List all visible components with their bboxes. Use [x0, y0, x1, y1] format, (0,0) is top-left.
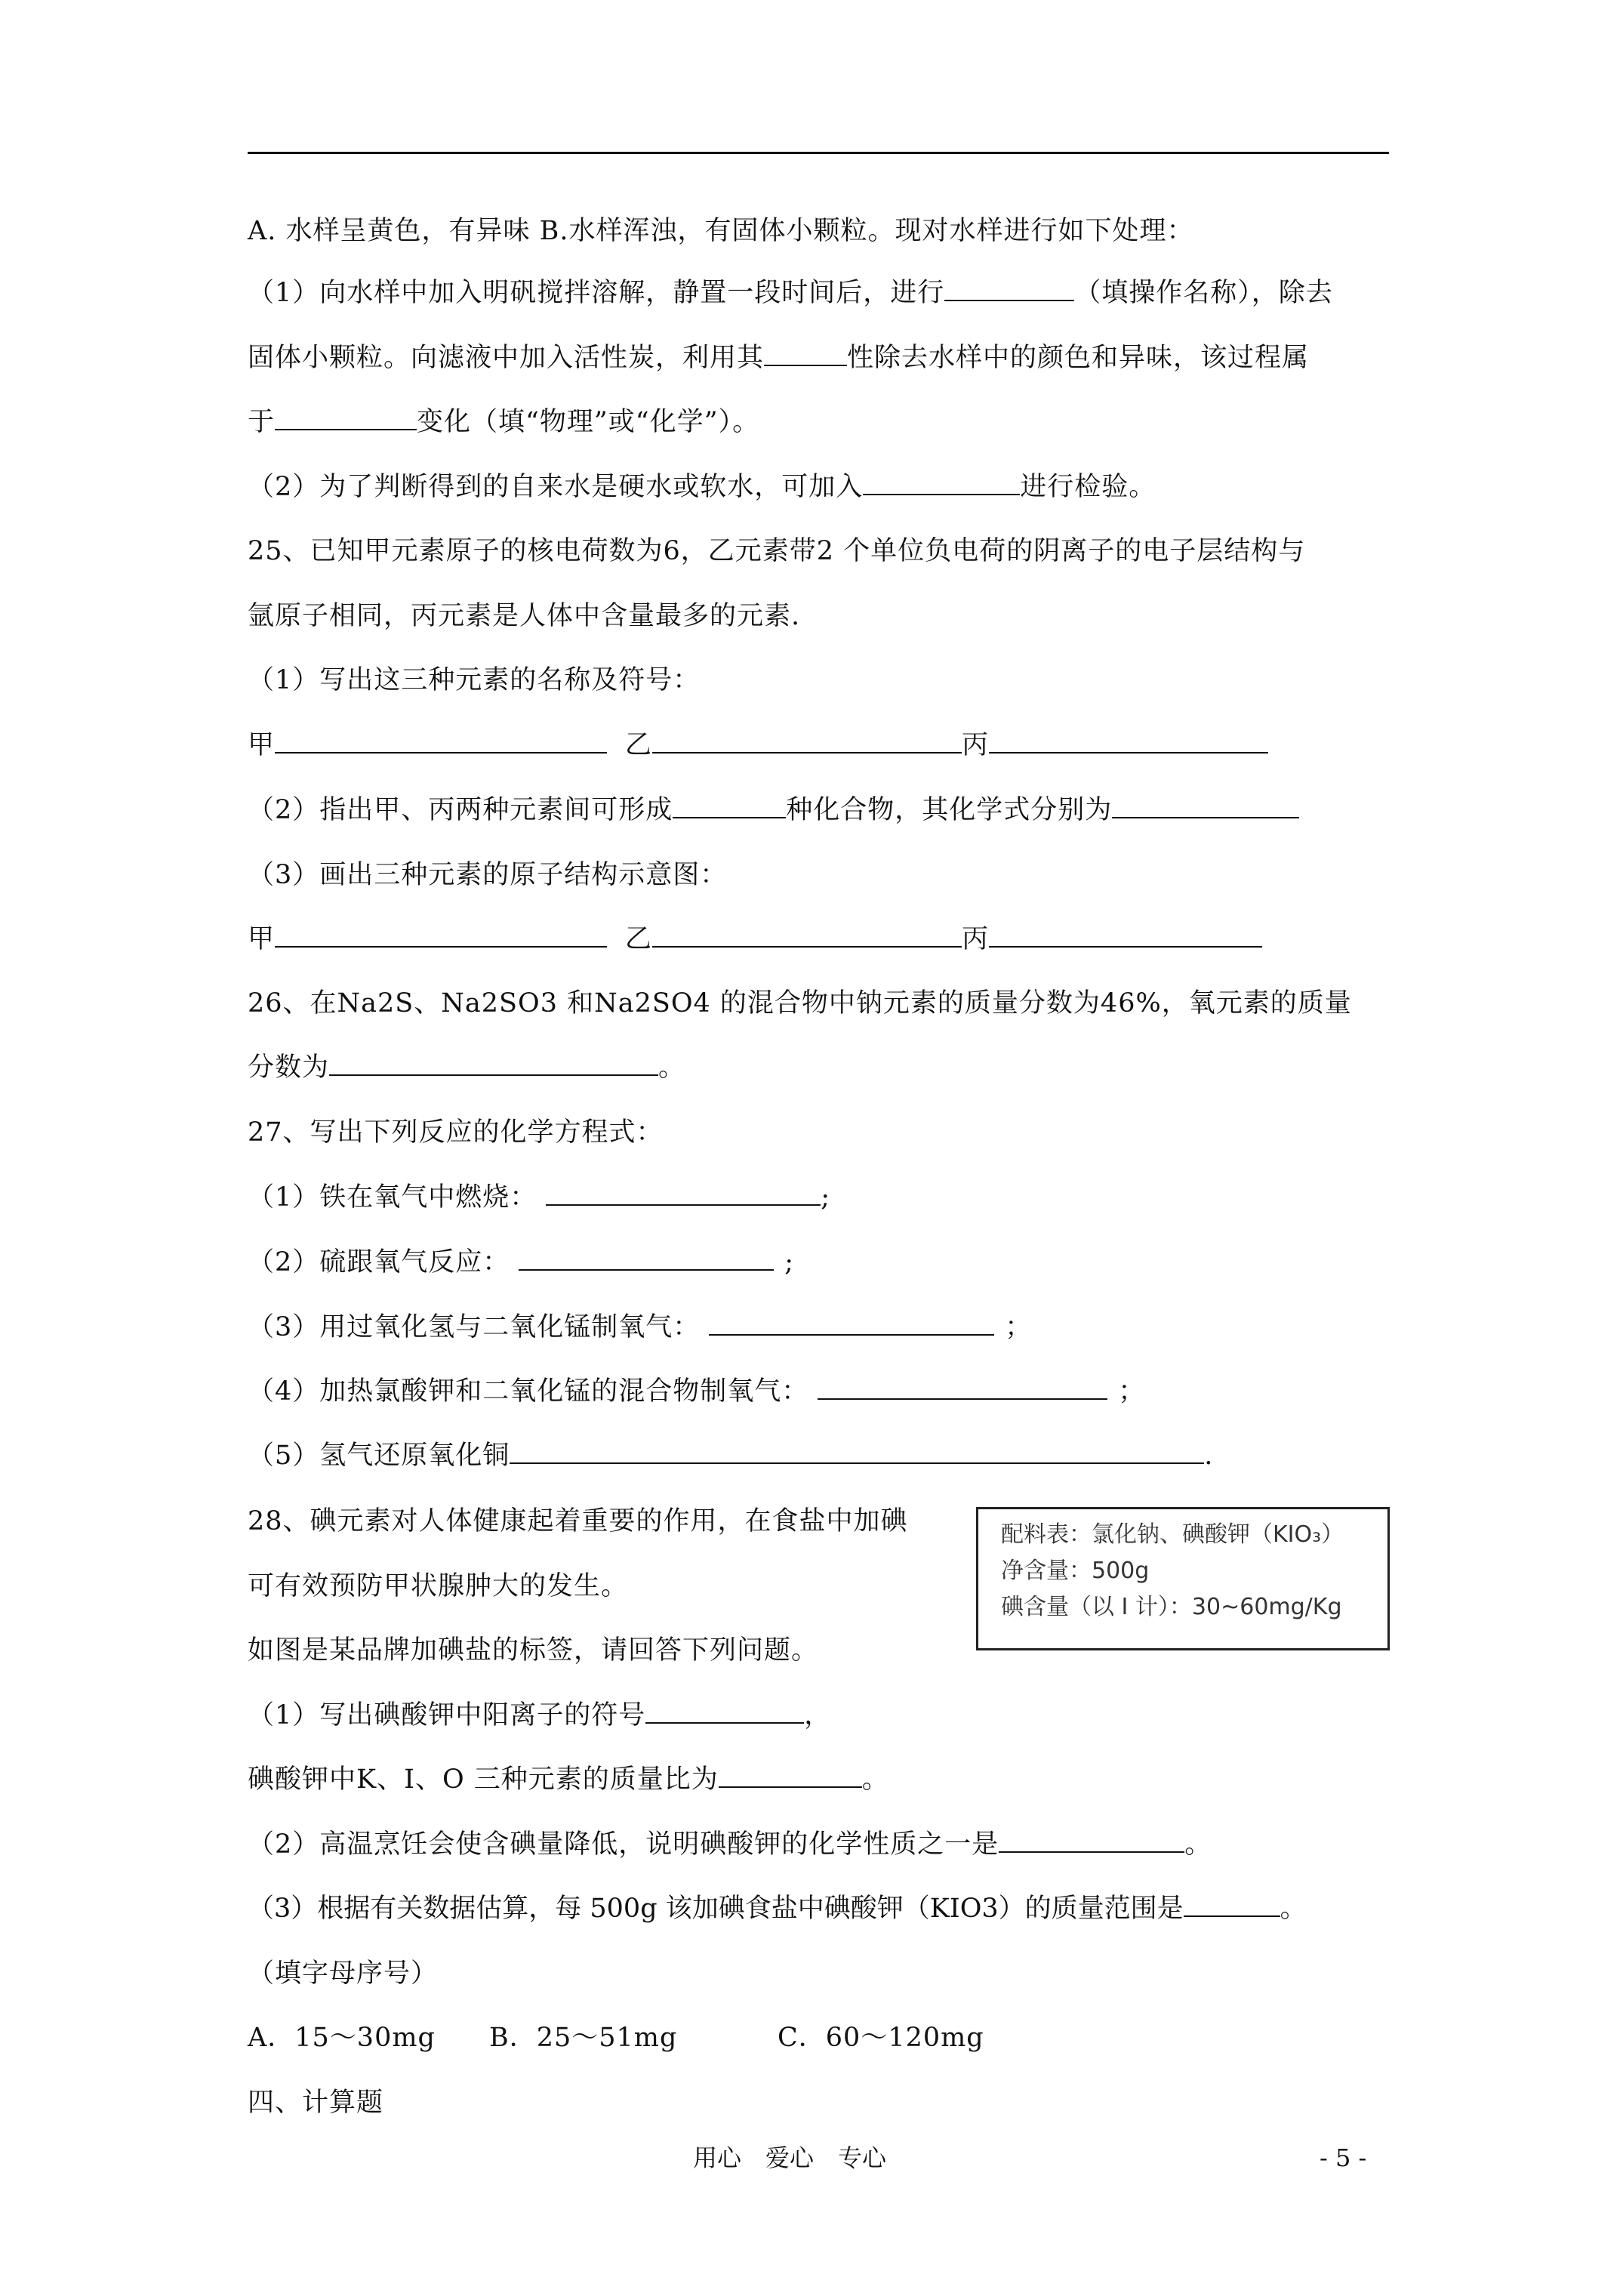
answer-blank[interactable] — [709, 1311, 994, 1336]
option-a: A．15～30mg — [248, 2023, 436, 2053]
text-line: 固体小颗粒。向滤液中加入活性炭，利用其 性除去水样中的颜色和异味，该过程属 — [248, 343, 1310, 373]
label-ingredients: 配料表：氯化钠、碘酸钾（KIO₃） — [1001, 1521, 1344, 1548]
text-line: 于 变化（填“物理”或“化学”）。 — [248, 407, 760, 437]
answer-blank[interactable] — [673, 794, 786, 818]
answer-blank[interactable] — [863, 471, 1020, 495]
answer-blank[interactable] — [818, 1376, 1107, 1400]
text-line: 甲 乙 丙 — [248, 729, 1268, 762]
salt-label-image — [976, 1507, 1390, 1650]
footer-motto: 用心 爱心 专心 — [693, 2143, 887, 2172]
text-line: 甲 乙 丙 — [248, 923, 1262, 956]
answer-blank[interactable] — [1112, 794, 1299, 818]
answer-blank[interactable] — [764, 342, 847, 366]
answer-blank[interactable] — [546, 1182, 821, 1206]
page-number: - 5 - — [1320, 2143, 1367, 2172]
text-line: （2）为了判断得到的自来水是硬水或软水，可加入 进行检验。 — [248, 472, 1156, 502]
option-b: B．25～51mg — [489, 2023, 678, 2053]
question-25: 25、已知甲元素原子的核电荷数为6，乙元素带2 个单位负电荷的阴离子的电子层结构与 — [248, 536, 1306, 566]
answer-blank[interactable] — [645, 1700, 804, 1724]
text-line: （1）铁在氧气中燃烧： ; — [248, 1182, 831, 1213]
text-line: （1）写出碘酸钾中阳离子的符号 ， — [248, 1700, 832, 1730]
answer-blank[interactable] — [275, 729, 607, 754]
text-line: （2）指出甲、丙两种元素间可形成 种化合物，其化学式分别为 — [248, 794, 1299, 827]
text-line: （3）用过氧化氢与二氧化锰制氧气： ； — [248, 1312, 1033, 1342]
text-line: （1）写出这三种元素的名称及符号： — [248, 665, 701, 695]
header-rule — [248, 152, 1389, 154]
answer-blank[interactable] — [652, 729, 962, 754]
answer-blank[interactable] — [989, 923, 1262, 948]
section-heading: 四、计算题 — [248, 2088, 384, 2118]
text-line: （2）高温烹饪会使含碘量降低，说明碘酸钾的化学性质之一是 。 — [248, 1829, 1212, 1860]
text-line: （填字母序号） — [248, 1959, 439, 1989]
answer-blank[interactable] — [989, 729, 1268, 754]
text-line: A. 水样呈黄色，有异味 B.水样浑浊，有固体小颗粒。现对水样进行如下处理： — [248, 216, 1194, 246]
answer-blank[interactable] — [719, 1764, 862, 1788]
text-line: （3）画出三种元素的原子结构示意图： — [248, 860, 728, 890]
label-net-weight: 净含量：500g — [1001, 1558, 1150, 1584]
answer-blank[interactable] — [329, 1052, 658, 1076]
answer-blank[interactable] — [652, 923, 962, 948]
question-26: 26、在Na2S、Na2SO3 和Na2SO4 的混合物中钠元素的质量分数为46%，氧元素的质量 — [248, 988, 1352, 1019]
text-line: （5）氢气还原氧化铜 . — [248, 1441, 1214, 1471]
question-28: 28、碘元素对人体健康起着重要的作用，在食盐中加碘 — [248, 1506, 908, 1536]
text-line: （4）加热氯酸钾和二氧化锰的混合物制氧气： ； — [248, 1376, 1146, 1407]
text-line: （1）向水样中加入明矾搅拌溶解，静置一段时间后，进行 （填操作名称），除去 — [248, 278, 1333, 308]
answer-blank[interactable] — [944, 277, 1074, 301]
text-line: （3）根据有关数据估算，每 500g 该加碘食盐中碘酸钾（KIO3）的质量范围是 。 — [248, 1894, 1307, 1924]
question-27: 27、写出下列反应的化学方程式： — [248, 1117, 664, 1148]
answer-blank[interactable] — [510, 1440, 1204, 1464]
answer-blank[interactable] — [275, 923, 607, 948]
text-line: 可有效预防甲状腺肿大的发生。 — [248, 1571, 629, 1601]
answer-blank[interactable] — [1184, 1893, 1280, 1917]
answer-blank[interactable] — [519, 1247, 774, 1271]
answer-blank[interactable] — [999, 1829, 1184, 1853]
option-c: C．60～120mg — [778, 2023, 984, 2053]
answer-blank[interactable] — [275, 406, 417, 430]
text-line: 氩原子相同，丙元素是人体中含量最多的元素. — [248, 601, 801, 631]
text-line: 如图是某品牌加碘盐的标签，请回答下列问题。 — [248, 1635, 819, 1666]
label-iodine-content: 碘含量（以 I 计）：30~60mg/Kg — [1001, 1594, 1342, 1620]
text-line: 碘酸钾中K、I、O 三种元素的质量比为 。 — [248, 1764, 889, 1795]
text-line: 分数为 。 — [248, 1052, 686, 1083]
text-line: （2）硫跟氧气反应： ; — [248, 1247, 795, 1277]
